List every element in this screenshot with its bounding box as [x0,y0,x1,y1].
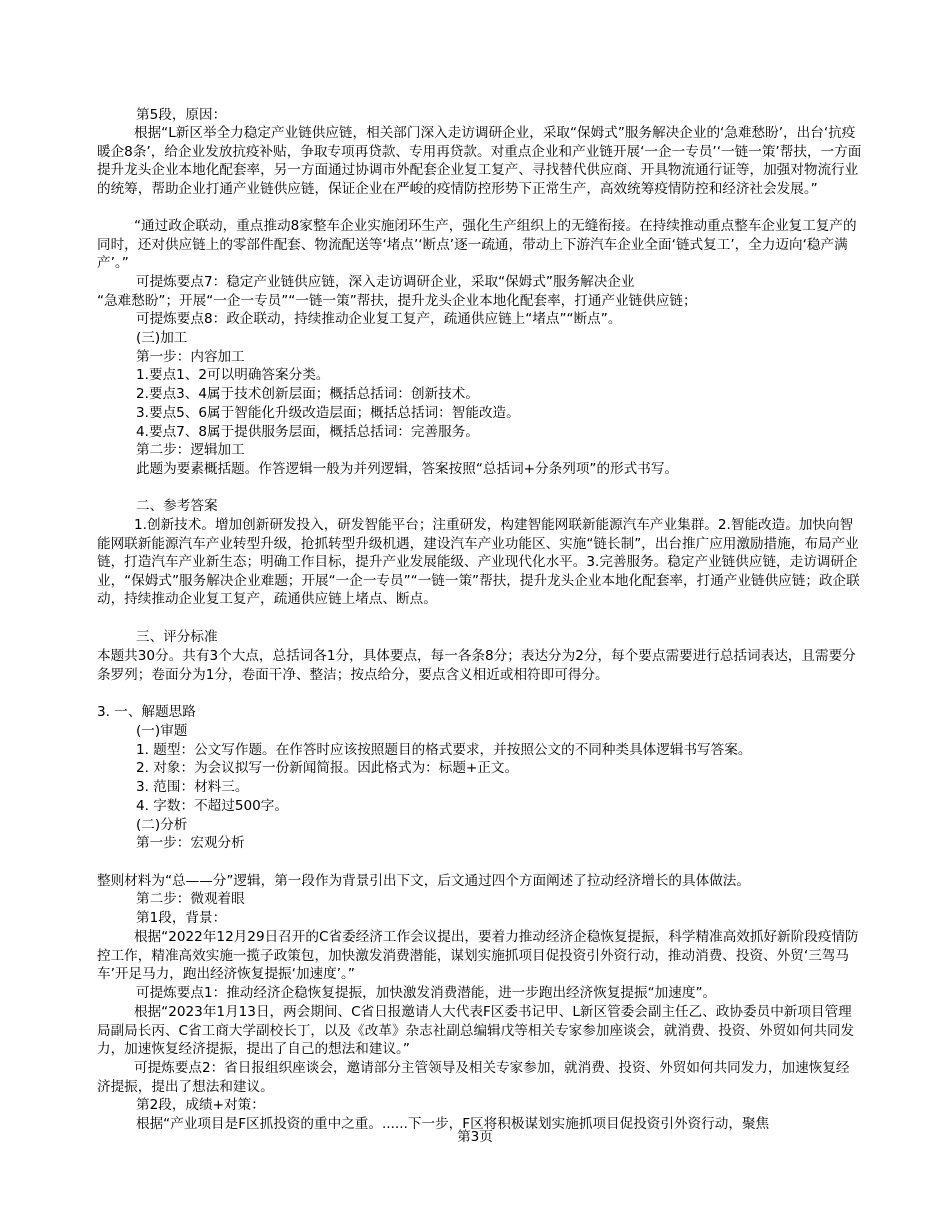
analysis-heading: (二)分析 [136,817,188,833]
paragraph-quote-c-province: 根据“2022年12月29日召开的C省委经济工作会议提出，要着力推动经济企稳恢复提振，科学精准高效抓好新阶段疫情防控工作，精准高效实施一揽子政策包，加快激发消费潜能，谋划实施抓项目促投资引外资行动，推动消费、投资、外贸‘三驾马车’开足马力，跑出经济恢复提振‘加速度’。” [97,929,859,982]
question-3-heading: 3. 一、解题思路 [97,704,196,720]
paragraph-reference-answer: 1.创新技术。增加创新研发投入，研发智能平台；注重研发，构建智能网联新能源汽车产业集群。2.智能改造。加快向智能网联新能源汽车产业转型升级，抢抓转型升级机遇，建设汽车产业功能区、实施“链长制”，出台推广应用激励措施，布局产业链，打造汽车产业新生态；明确工作目标，提升产业发展能级、产业现代化水平。3.完善服务。稳定产业链供应链，走访调研企业，“保姆式”服务解决企业难题；开展“一企一专员”“一链一策”帮扶，提升龙头企业本地化配套率，打通产业链供应链；政企联动，持续推动企业复工复产，疏通供应链上堵点、断点。 [97,517,860,607]
key-point-7-line2: “急难愁盼”；开展“一企一专员”“一链一策”帮扶，提升龙头企业本地化配套率，打通产业链供应链； [97,293,697,309]
list-item: 4. 字数：不超过500字。 [136,798,288,814]
page-number: 第3页 [457,1129,493,1145]
para1-heading: 第1段，背景： [136,910,227,926]
key-point-2: 可提炼要点2：省日报组织座谈会，邀请部分主管领导及相关专家参加，就消费、投资、外贸如何共同发力，加速恢复经济提振，提出了想法和建议。 [97,1060,850,1095]
overall-logic-note: 整则材料为“总——分”逻辑，第一段作为背景引出下文，后文通过四个方面阐述了拉动经济增长的具体做法。 [97,873,750,889]
list-item: 1.要点1、2可以明确答案分类。 [136,367,330,383]
para2-heading: 第2段，成绩+对策： [136,1097,265,1113]
section-heading-para5: 第5段，原因： [136,107,227,123]
section-heading-reference-answer: 二、参考答案 [136,498,218,514]
section-heading-scoring: 三、评分标准 [136,629,218,645]
step-two-heading: 第二步：逻辑加工 [136,442,245,458]
micro-step-heading: 第二步：微观着眼 [136,891,245,907]
logic-note: 此题为要素概括题。作答逻辑一般为并列逻辑，答案按照“总括词+分条列项”的形式书写。 [136,461,679,477]
paragraph-scoring: 本题共30分。共有3个大点，总括词各1分，具体要点，每一各条8分；表达分为2分，每个要点需要进行总括词表达，且需要分条罗列；卷面分为1分，卷面干净、整洁；按点给分，要点含义相近或相符即可得分。 [97,648,856,683]
paragraph-quote-gov-enterprise: “通过政企联动，重点推动8家整车企业实施闭环生产，强化生产组织上的无缝衔接。在持续推动重点整车企业复工复产的同时，还对供应链上的零部件配套、物流配送等‘堵点’‘断点’逐一疏通，带动上下游汽车企业全面‘链式复工’，全力迈向‘稳产满产’。” [97,218,857,271]
paragraph-quote-symposium: 根据“2023年1月13日，两会期间、C省日报邀请人大代表F区委书记甲、L新区管委会副主任乙、政协委员中新项目管理局副局长丙、C省工商大学副校长丁，以及《改革》杂志社副总编辑戊等相关专家参加座谈会，就消费、投资、外贸如何共同发力，加速恢复经济提振，提出了自己的想法和建议。” [97,1004,855,1057]
key-point-8: 可提炼要点8：政企联动，持续推动企业复工复产，疏通供应链上“堵点”“断点”。 [136,311,622,327]
macro-step-heading: 第一步：宏观分析 [136,835,245,851]
section-heading-processing: (三)加工 [136,330,188,346]
review-heading: (一)审题 [136,723,188,739]
list-item: 1. 题型：公文写作题。在作答时应该按照题目的格式要求，并按照公文的不同种类具体逻辑书写答案。 [136,742,752,758]
list-item: 3. 范围：材料三。 [136,779,249,795]
key-point-1: 可提炼要点1：推动经济企稳恢复提振，加快激发消费潜能，进一步跑出经济恢复提振“加速度”。 [136,985,717,1001]
paragraph-quote-l-district: 根据“L新区举全力稳定产业链供应链，相关部门深入走访调研企业，采取“保姆式”服务解决企业的‘急难愁盼’，出台‘抗疫暖企8条’，给企业发放抗疫补贴，争取专项再贷款、专用再贷款。对重点企业和产业链开展‘一企一专员’‘一链一策’帮扶，一方面提升龙头企业本地化配套率，另一方面通过协调市外配套企业复工复产、寻找替代供应商、开具物流通行证等，加强对物流行业的统筹，帮助企业打通产业链供应链，保证企业在严峻的疫情防控形势下正常生产，高效统筹疫情防控和经济社会发展。” [97,125,862,197]
key-point-7-line1: 可提炼要点7：稳定产业链供应链，深入走访调研企业，采取“保姆式”服务解决企业 [136,274,635,290]
paragraph-quote-f-district: 根据“产业项目是F区抓投资的重中之重。......下一步，F区将积极谋划实施抓项目促投资引外资行动，聚焦 [136,1116,770,1132]
list-item: 2.要点3、4属于技术创新层面；概括总括词：创新技术。 [136,386,479,402]
list-item: 3.要点5、6属于智能化升级改造层面；概括总括词：智能改造。 [136,405,520,421]
step-one-heading: 第一步：内容加工 [136,349,245,365]
list-item: 4.要点7、8属于提供服务层面，概括总括词：完善服务。 [136,424,479,440]
list-item: 2. 对象：为会议拟写一份新闻简报。因此格式为：标题+正文。 [136,760,519,776]
